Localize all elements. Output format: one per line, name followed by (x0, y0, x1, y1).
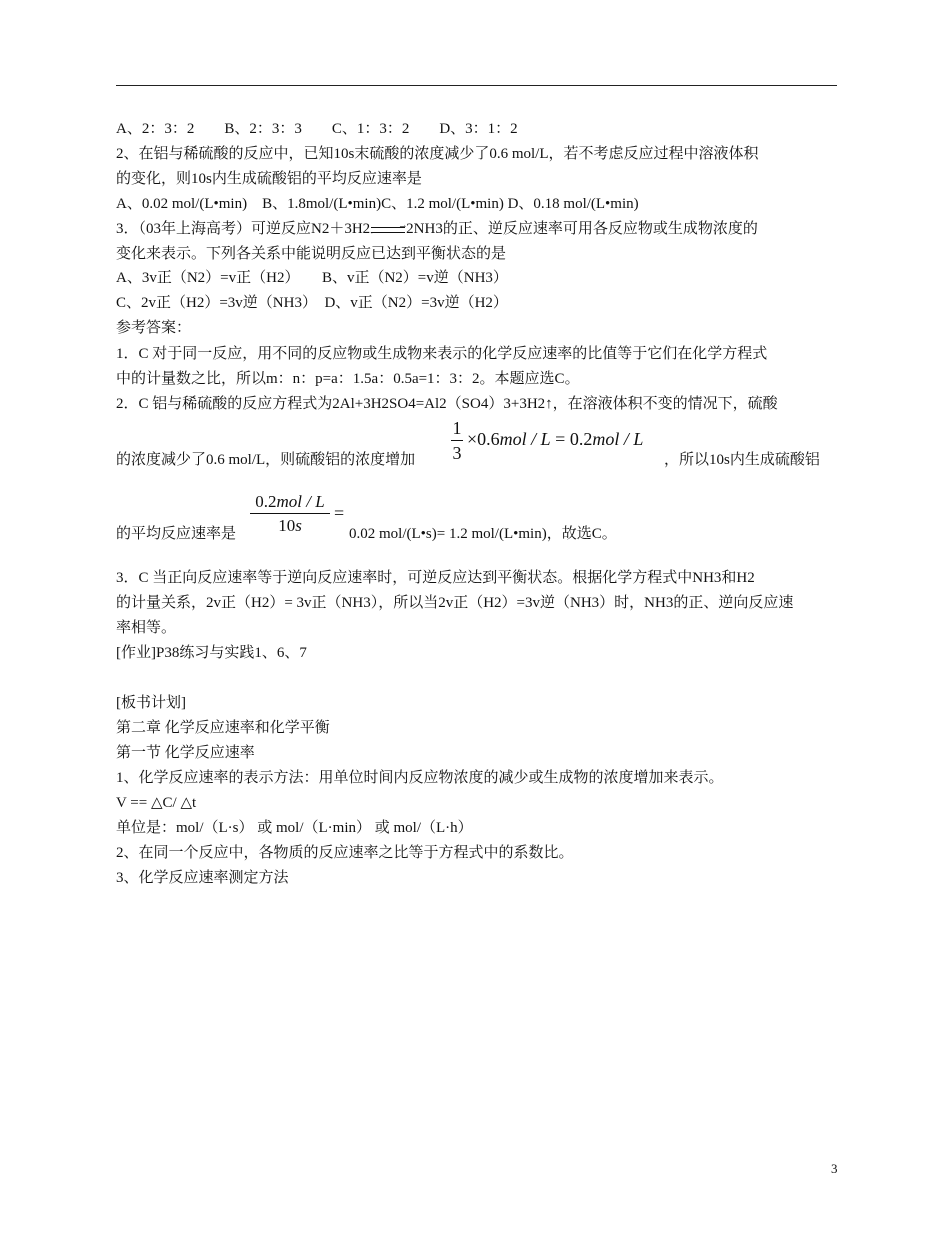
homework-line: [作业]P38练习与实践1、6、7 (116, 645, 307, 661)
rate-formula: V == △C/ △t (116, 795, 197, 811)
plan-item-3: 3、化学反应速率测定方法 (116, 870, 289, 886)
q1-options: A、2：3：2 B、2：3：3 C、1：3：2 D、3：1：2 (116, 121, 518, 137)
q2-options: A、0.02 mol/(L•min) B、1.8mol/(L•min)C、1.2 mol/(L•min) D、0.18 mol/(L•min) (116, 196, 639, 212)
q3-options-ab: A、3v正（N2）=v正（H2） B、v正（N2）=v逆（NH3） (116, 270, 508, 286)
header-rule (116, 85, 837, 86)
q3-stem-line1 (116, 219, 758, 239)
equilibrium-arrow-icon: ⇀ ↽ (370, 221, 407, 237)
answer3-line2: 的计量关系，2v正（H2）= 3v正（NH3），所以当2v正（H2）=3v逆（NH3）时，NH3的正、逆向反应速 (116, 595, 794, 611)
answer3-line3: 率相等。 (116, 620, 177, 636)
section-title: 第一节 化学反应速率 (116, 745, 255, 761)
answer2-line2-tail: ，所以10s内生成硫酸铝 (664, 452, 820, 468)
page-number: 3 (831, 1161, 838, 1176)
answer2-result: 0.02 mol/(L•s)= 1.2 mol/(L•min)，故选C。 (349, 526, 617, 542)
q3-suffix: 2NH3的正、逆反应速率可用各反应物或生成物浓度的 (406, 221, 758, 237)
formula2-equals: = (334, 503, 345, 523)
answer2-line1: 2．C 铝与稀硫酸的反应方程式为2Al+3H2SO4=Al2（SO4）3+3H2↑，在溶液体积不变的情况下，硫酸 (116, 396, 778, 412)
answer1-line2: 中的计量数之比，所以m：n：p=a：1.5a：0.5a=1：3：2。本题应选C。 (116, 371, 580, 387)
q3-options-cd: C、2v正（H2）=3v逆（NH3） D、v正（N2）=3v逆（H2） (116, 295, 508, 311)
formula1-expression: ×0.6mol / L = 0.2mol / L (467, 429, 644, 449)
plan-item-1: 1、化学反应速率的表示方法：用单位时间内反应物浓度的减少或生成物的浓度增加来表示。 (116, 770, 724, 786)
q2-stem-line1: 2、在铝与稀硫酸的反应中，已知10s末硫酸的浓度减少了0.6 mol/L，若不考虑反应过程中溶液体积 (116, 146, 759, 162)
answer1-line1: 1．C 对于同一反应，用不同的反应物或生成物来表示的化学反应速率的比值等于它们在化学方程式 (116, 346, 768, 362)
q3-prefix: 3．（03年上海高考）可逆反应N2＋3H2 (116, 221, 371, 237)
q2-stem-line2: 的变化，则10s内生成硫酸铝的平均反应速率是 (116, 171, 422, 187)
fraction-rate: 0.2mol / L 10s (250, 493, 330, 534)
board-plan-heading: [板书计划] (116, 695, 186, 711)
units-line: 单位是：mol/（L·s） 或 mol/（L·min） 或 mol/（L·h） (116, 820, 473, 836)
answer2-line3: 的平均反应速率是 (116, 526, 237, 542)
answer2-line2: 的浓度减少了0.6 mol/L，则硫酸铝的浓度增加 (116, 452, 416, 468)
answers-heading: 参考答案： (116, 320, 192, 336)
answer3-line1: 3．C 当正向反应速率等于逆向反应速率时，可逆反应达到平衡状态。根据化学方程式中NH3和H2 (116, 570, 755, 586)
plan-item-2: 2、在同一个反应中，各物质的反应速率之比等于方程式中的系数比。 (116, 845, 574, 861)
fraction-one-third: 1 3 (452, 418, 462, 463)
chapter-title: 第二章 化学反应速率和化学平衡 (116, 720, 330, 736)
q3-stem-line2: 变化来表示。下列各关系中能说明反应已达到平衡状态的是 (116, 246, 507, 262)
